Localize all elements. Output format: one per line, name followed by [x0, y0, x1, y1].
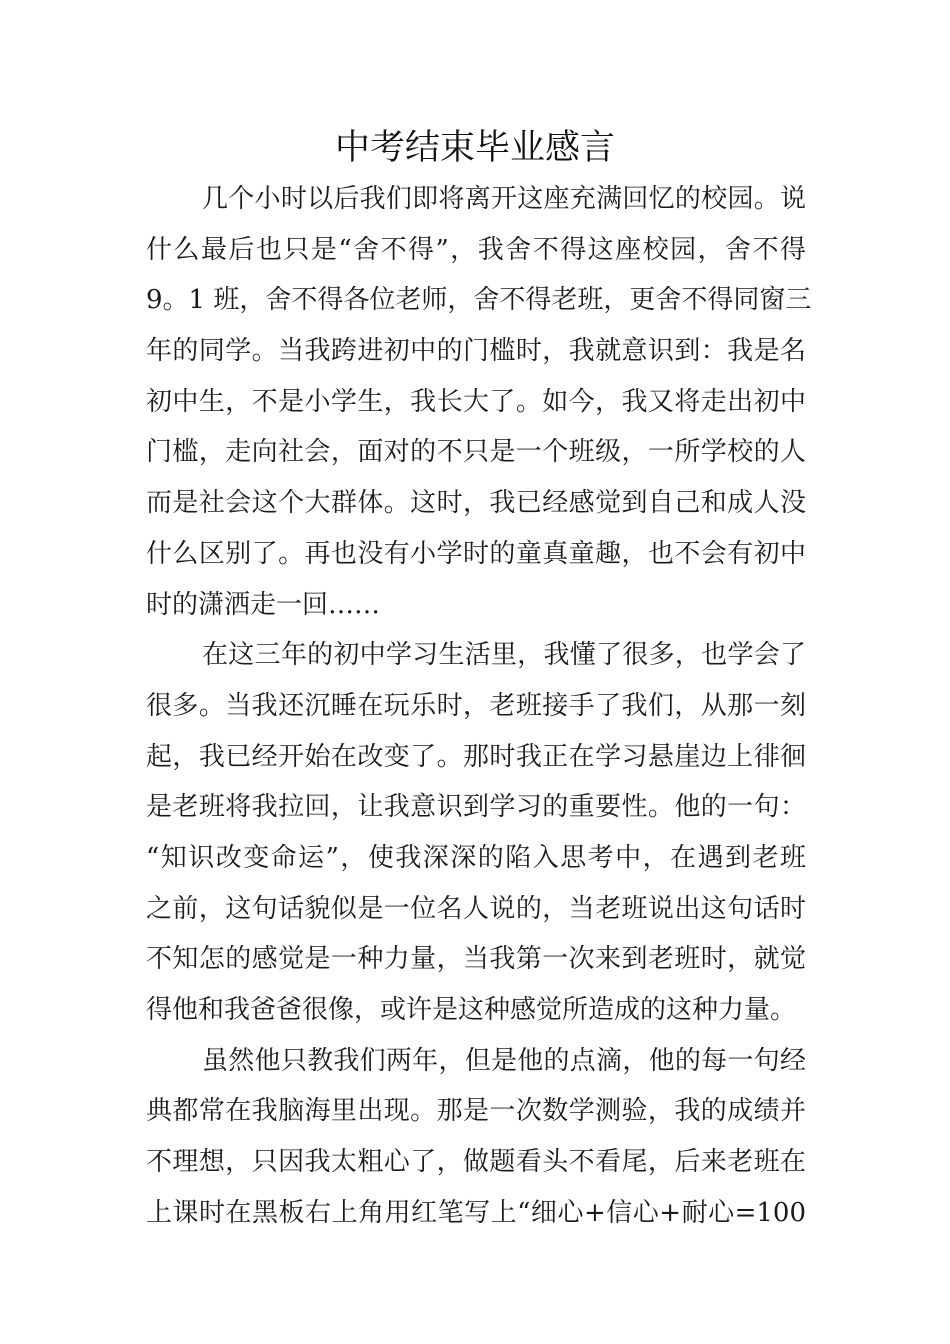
text-line: 几个小时以后我们即将离开这座充满回忆的校园。说	[202, 184, 806, 214]
text-line: 而是社会这个大群体。这时，我已经感觉到自己和成人没	[146, 488, 806, 519]
text-line: 起，我已经开始在改变了。那时我正在学习悬崖边上徘徊	[146, 741, 806, 772]
text-line: 典都常在我脑海里出现。那是一次数学测验，我的成绩并	[146, 1096, 806, 1127]
text-line: 9。1 班，舍不得各位老师，舍不得老班，更舍不得同窗三	[146, 285, 812, 316]
paragraph-3	[146, 1036, 806, 1239]
paragraph-1	[146, 174, 812, 630]
text-line: 时的潇洒走一回……	[146, 589, 381, 620]
paragraph-2	[146, 630, 806, 1036]
text-line: 不理想，只因我太粗心了，做题看头不看尾，后来老班在	[146, 1147, 806, 1178]
text-line: “知识改变命运”，使我深深的陷入思考中，在遇到老班	[146, 842, 806, 873]
text-line: 是老班将我拉回，让我意识到学习的重要性。他的一句：	[146, 792, 806, 823]
document-title: 中考结束毕业感言	[334, 128, 615, 168]
text-line: 虽然他只教我们两年，但是他的点滴，他的每一句经	[202, 1045, 806, 1076]
text-line: 之前，这句话貌似是一位名人说的，当老班说出这句话时	[146, 893, 806, 924]
text-line: 很多。当我还沉睡在玩乐时，老班接手了我们，从那一刻	[146, 690, 806, 721]
text-line: 什么最后也只是“舍不得”，我舍不得这座校园，舍不得	[146, 234, 806, 265]
text-line: 上课时在黑板右上角用红笔写上“细心+信心+耐心=100	[146, 1197, 806, 1228]
text-line: 门槛，走向社会，面对的不只是一个班级，一所学校的人	[146, 437, 806, 468]
text-line: 初中生，不是小学生，我长大了。如今，我又将走出初中	[146, 386, 806, 417]
text-line: 什么区别了。再也没有小学时的童真童趣，也不会有初中	[146, 538, 806, 569]
text-line: 不知怎的感觉是一种力量，当我第一次来到老班时，就觉	[146, 944, 806, 975]
text-line: 年的同学。当我跨进初中的门槛时，我就意识到：我是名	[146, 336, 806, 367]
text-line: 得他和我爸爸很像，或许是这种感觉所造成的这种力量。	[146, 995, 797, 1025]
document-body	[146, 174, 812, 1238]
text-line: 在这三年的初中学习生活里，我懂了很多，也学会了	[202, 640, 806, 671]
